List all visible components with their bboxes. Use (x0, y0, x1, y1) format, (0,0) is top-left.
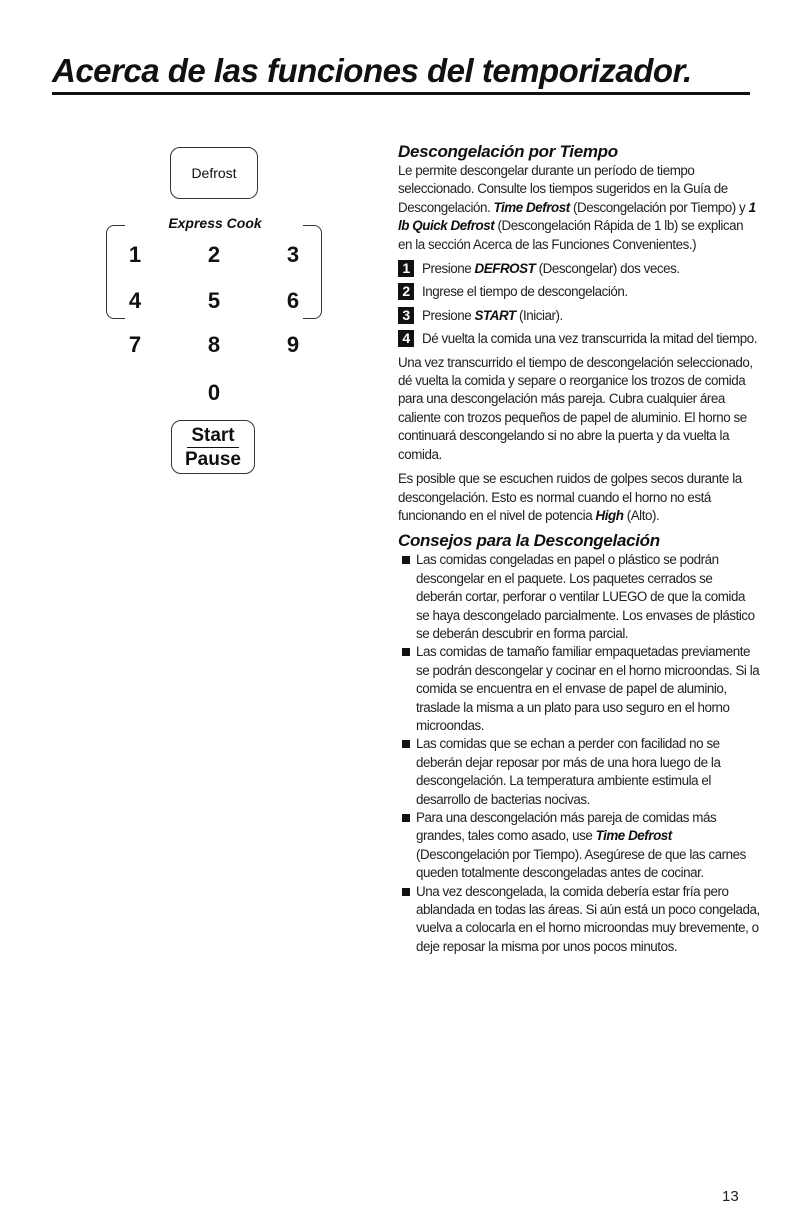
tips-heading: Consejos para la Descongelación (398, 531, 660, 551)
tip-item (398, 883, 760, 957)
tip-text: (Descongelación por Tiempo). Asegúrese de que las carnes queden totalmente descongeladas antes de cocinar. (416, 846, 746, 881)
step-emphasis: DEFROST (474, 261, 536, 277)
bullet-icon (402, 740, 410, 748)
step-3 (398, 307, 760, 325)
key-0: 0 (207, 380, 221, 405)
step-text: Ingrese el tiempo de descongelación. (422, 284, 628, 300)
step-emphasis: START (474, 307, 516, 323)
step-number: 4 (398, 330, 414, 347)
paragraph-after-defrost: Una vez transcurrido el tiempo de descongelación seleccionado, dé vuelta la comida y separe o reorganice los trozos de comida para una descongelación más pareja. Cubra cualquier área caliente con trozos pequeños de papel de aluminio. El horno se continuará descongelando si no abre la puerta y da vuelta la comida. (398, 354, 753, 462)
key-3: 3 (286, 242, 300, 267)
key-4: 4 (128, 288, 142, 313)
step-text: Presione (422, 307, 475, 323)
step-1 (398, 260, 760, 278)
bullet-icon (402, 814, 410, 822)
tip-text: Las comidas de tamaño familiar empaquetadas previamente se podrán descongelar y cocinar en el horno microondas. Si la comida se encuentra en el envase de papel de aluminio, traslade la misma a un plato para uso seguro en el horno microondas. (416, 644, 760, 733)
step-text: (Descongelar) dos veces. (535, 261, 680, 277)
defrost-key: Defrost (170, 147, 258, 199)
key-7: 7 (128, 332, 142, 357)
intro-emphasis: 1 lb Quick Defrost (398, 199, 756, 234)
tip-text: Las comidas congeladas en papel o plástico se podrán descongelar en el paquete. Los paquetes cerrados se deberán cortar, perforar o ventilar LUEGO de que la comida se haya descongelado parcialmente. Los envases de plástico se deberán descubrir en forma parcial. (416, 552, 755, 641)
tip-item (398, 735, 760, 809)
step-text: (Iniciar). (515, 307, 563, 323)
intro-text: (Descongelación por Tiempo) y (569, 199, 749, 215)
step-4 (398, 330, 760, 348)
bullet-icon (402, 556, 410, 564)
intro-text: Le permite descongelar durante un período de tiempo seleccionado. Consulte los tiempos sugeridos en la Guía de Descongelación. (398, 163, 728, 215)
start-label: Start (187, 424, 238, 448)
paragraph-noise (398, 470, 760, 525)
key-6: 6 (286, 288, 300, 313)
paragraph-text: (Alto). (623, 507, 660, 523)
tip-item (398, 809, 760, 883)
key-1: 1 (128, 242, 142, 267)
bullet-icon (402, 888, 410, 896)
step-number: 3 (398, 307, 414, 324)
time-defrost-heading: Descongelación por Tiempo (398, 142, 618, 161)
start-pause-key (171, 420, 255, 474)
tip-text: Una vez descongelada, la comida debería estar fría pero ablandada en todas las áreas. Si aún está un poco congelada, vuelva a colocarla en el horno microondas muy brevemente, o deje reposar la misma por unos pocos minutos. (416, 883, 760, 954)
tip-text: Para una descongelación más pareja de comidas más grandes, tales como asado, use (416, 810, 717, 844)
key-2: 2 (207, 242, 221, 267)
step-text: Dé vuelta la comida una vez transcurrida la mitad del tiempo. (422, 331, 758, 347)
step-2 (398, 283, 760, 301)
key-9: 9 (286, 332, 300, 357)
key-5: 5 (207, 288, 221, 313)
paragraph-text: Es posible que se escuchen ruidos de golpes secos durante la descongelación. Esto es normal cuando el horno no está funcionando en el nivel de potencia (398, 471, 742, 523)
step-number: 2 (398, 283, 414, 300)
tip-text: Las comidas que se echan a perder con facilidad no se deberán dejar reposar por más de una hora luego de la descongelación. La temperatura ambiente estimula el desarrollo de bacterias nocivas. (416, 736, 721, 807)
page-title: Acerca de las funciones del temporizador. (52, 52, 692, 89)
bullet-icon (402, 648, 410, 656)
key-8: 8 (207, 332, 221, 357)
step-number: 1 (398, 260, 414, 277)
page-number: 13 (722, 1188, 739, 1205)
time-defrost-intro (398, 162, 760, 254)
text-column (398, 142, 760, 956)
title-underline (52, 92, 750, 95)
tips-list (398, 551, 760, 956)
paragraph-emphasis: High (595, 507, 624, 523)
step-text: Presione (422, 261, 475, 277)
pause-label: Pause (185, 449, 241, 470)
express-cook-label: Express Cook (168, 215, 262, 231)
intro-text: (Descongelación Rápida de 1 lb) se explican en la sección Acerca de las Funciones Convenientes.) (398, 218, 744, 252)
tip-item (398, 551, 760, 643)
intro-emphasis: Time Defrost (493, 199, 570, 215)
keypad-illustration (100, 140, 330, 500)
tip-emphasis: Time Defrost (595, 828, 672, 844)
tip-item (398, 643, 760, 735)
